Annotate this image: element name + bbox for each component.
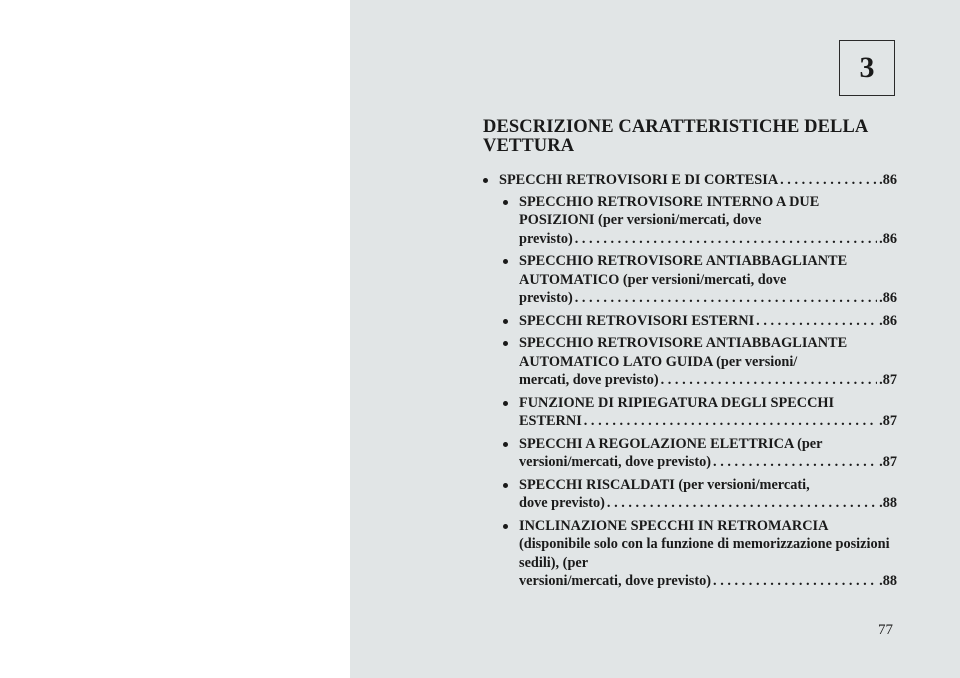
toc-entry-last-line xyxy=(519,312,897,331)
toc-entry[interactable] xyxy=(480,476,897,513)
toc-page-ref: .86 xyxy=(879,312,897,329)
toc-entry-text: SPECCHI A REGOLAZIONE ELETTRICA (per xyxy=(519,435,823,452)
bullet-icon xyxy=(503,524,508,529)
dot-leader xyxy=(607,494,877,513)
toc-entry[interactable] xyxy=(480,252,897,308)
toc-entry-last-line xyxy=(519,412,897,431)
toc-entry-last-line xyxy=(519,453,897,472)
toc-entry-last-line xyxy=(519,494,897,513)
bullet-icon xyxy=(503,341,508,346)
dot-leader xyxy=(661,371,878,390)
toc-entry-last-line xyxy=(519,572,897,591)
toc-entry-text: SPECCHI RETROVISORI E DI CORTESIA xyxy=(499,172,779,188)
toc-page-ref: .87 xyxy=(879,454,897,470)
toc-entry-text: previsto) xyxy=(519,230,573,247)
bullet-icon xyxy=(503,259,508,264)
toc-page-ref: .88 xyxy=(879,495,897,511)
toc-page-ref: .87 xyxy=(879,372,897,388)
bullet-icon xyxy=(503,319,508,324)
toc-entry-text: SPECCHIO RETROVISORE ANTIABBAGLIANTE AUTOMATICO (per versioni/mercati, dove xyxy=(519,253,848,288)
bullet-icon xyxy=(503,442,508,447)
toc-entry-text: versioni/mercati, dove previsto) xyxy=(519,454,712,470)
bullet-icon xyxy=(503,401,508,406)
toc-entry-text: mercati, dove previsto) xyxy=(519,372,659,388)
toc-entry-text: INCLINAZIONE SPECCHI IN RETROMARCIA (disponibile solo con la funzione di memorizzazione posizioni sedili), (per xyxy=(519,517,890,571)
toc-page-ref: .88 xyxy=(879,573,897,589)
toc-entry-text: SPECCHI RISCALDATI (per versioni/mercati, xyxy=(519,476,810,493)
toc-page-ref: .86 xyxy=(879,230,897,247)
toc-entry-text: previsto) xyxy=(519,290,573,306)
dot-leader xyxy=(713,453,877,472)
dot-leader xyxy=(575,289,877,308)
toc-entry-text: ESTERNI xyxy=(519,413,582,429)
dot-leader xyxy=(756,312,877,331)
table-of-contents xyxy=(480,171,897,595)
dot-leader xyxy=(780,171,877,190)
toc-entry-last-line xyxy=(519,230,897,249)
toc-entry[interactable] xyxy=(480,435,897,472)
toc-entry-text: dove previsto) xyxy=(519,495,605,511)
section-title: DESCRIZIONE CARATTERISTICHE DELLA VETTURA xyxy=(483,117,868,156)
left-blank-area xyxy=(0,0,350,678)
dot-leader xyxy=(575,230,877,249)
bullet-icon xyxy=(503,483,508,488)
dot-leader xyxy=(584,412,877,431)
bullet-icon xyxy=(483,178,488,183)
toc-page-ref: .86 xyxy=(879,172,897,188)
toc-entry-text: versioni/mercati, dove previsto) xyxy=(519,573,712,589)
toc-entry[interactable] xyxy=(480,171,897,190)
toc-entry[interactable] xyxy=(480,312,897,331)
dot-leader xyxy=(713,572,877,591)
toc-entry-last-line xyxy=(519,289,897,308)
chapter-number-box: 3 xyxy=(839,40,895,96)
toc-entry-text: FUNZIONE DI RIPIEGATURA DEGLI SPECCHI xyxy=(519,394,835,411)
toc-entry[interactable] xyxy=(480,334,897,390)
bullet-icon xyxy=(503,200,508,205)
toc-page-ref: .86 xyxy=(879,290,897,306)
toc-entry[interactable] xyxy=(480,394,897,431)
toc-page-ref: .87 xyxy=(879,413,897,429)
page-number: 77 xyxy=(878,622,893,638)
toc-entry-text: SPECCHIO RETROVISORE INTERNO A DUE POSIZIONI (per versioni/mercati, dove xyxy=(519,193,820,228)
toc-entry[interactable] xyxy=(480,193,897,249)
toc-entry-text: SPECCHIO RETROVISORE ANTIABBAGLIANTE AUTOMATICO LATO GUIDA (per versioni/ xyxy=(519,335,848,370)
toc-entry-last-line xyxy=(499,171,897,190)
toc-entry-last-line xyxy=(519,371,897,390)
manual-page xyxy=(350,0,960,678)
toc-entry-text: SPECCHI RETROVISORI ESTERNI xyxy=(519,312,755,329)
toc-entry[interactable] xyxy=(480,517,897,591)
